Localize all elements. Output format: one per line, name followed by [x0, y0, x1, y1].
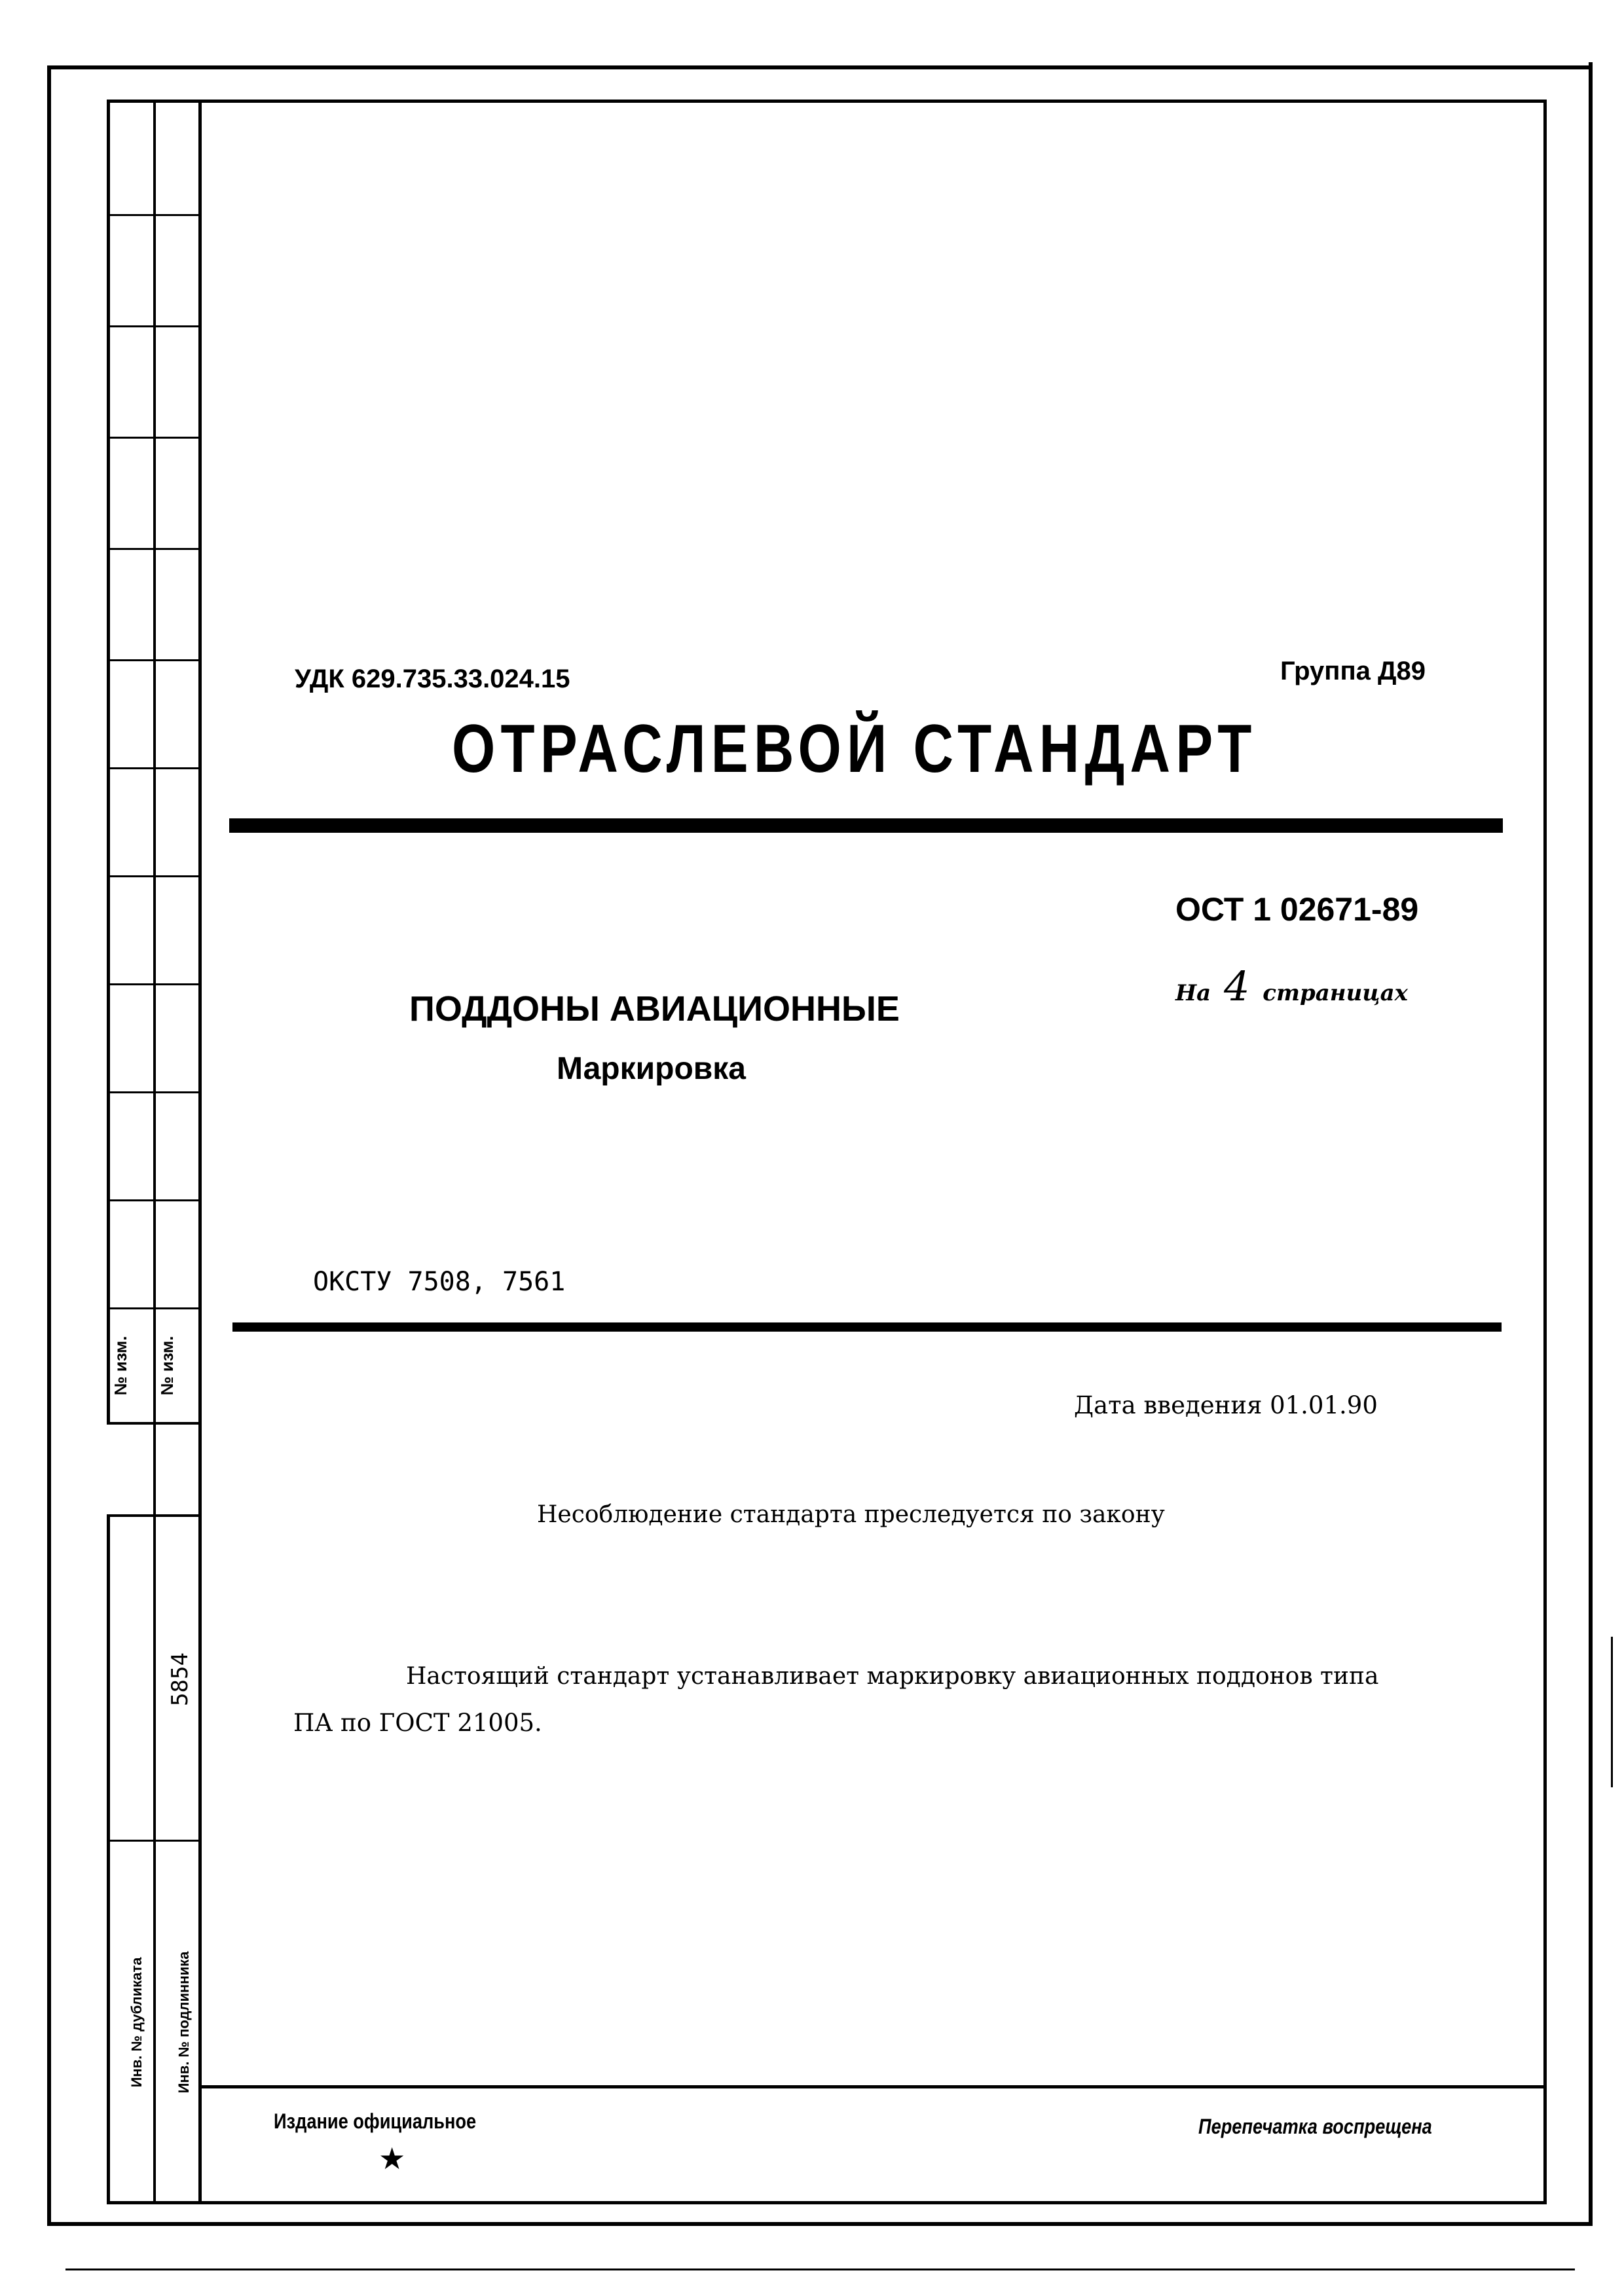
scan-artifact-bottom-line	[65, 2269, 1575, 2270]
standard-subtitle: Маркировка	[557, 1051, 746, 1086]
side-cell-line	[107, 548, 200, 550]
main-area-left-border	[198, 100, 202, 2204]
side-cell-line	[107, 983, 200, 985]
side-cell-line	[107, 875, 200, 877]
pages-count	[1175, 962, 1408, 1010]
title-rule-thick	[229, 818, 1503, 833]
inner-frame-top	[107, 100, 1546, 103]
footer-reprint-prohibited: Перепечатка воспрещена	[1198, 2115, 1432, 2138]
legal-warning: Несоблюдение стандарта преследуется по закону	[537, 1501, 1165, 1528]
oksty-rule	[232, 1322, 1502, 1332]
outer-frame-right	[1589, 62, 1593, 2226]
body-text-line-1: Настоящий стандарт устанавливает маркировку авиационных поддонов типа	[406, 1663, 1379, 1690]
side-cell-line	[107, 1091, 200, 1093]
document-title: ОТРАСЛЕВОЙ СТАНДАРТ	[452, 711, 1257, 787]
side-block-bottom	[107, 1422, 200, 1425]
star-icon: ★	[378, 2141, 406, 2176]
side-label-izm-1: № изм.	[111, 1336, 130, 1396]
side-label-izm-2: № изм.	[157, 1336, 177, 1396]
footer-official-edition: Издание официальное	[274, 2109, 477, 2133]
body-text-line-2: ПА по ГОСТ 21005.	[293, 1709, 542, 1737]
standard-code: ОСТ 1 02671-89	[1175, 891, 1419, 928]
inner-frame-left	[107, 100, 110, 1423]
introduction-date: Дата введения 01.01.90	[1074, 1391, 1378, 1419]
side-inv-number: 5854	[167, 1652, 193, 1706]
side-cell-line	[107, 325, 200, 327]
side-cell-line	[107, 214, 200, 216]
pages-number: 4	[1224, 962, 1250, 1010]
inner-frame-left-lower	[107, 1516, 110, 2204]
udk-code: УДК 629.735.33.024.15	[295, 665, 570, 693]
group-code: Группа Д89	[1280, 657, 1426, 685]
oksty-code: ОКСТУ 7508, 7561	[313, 1267, 566, 1297]
inner-frame-right	[1543, 100, 1547, 2204]
side-label-duplicate: Инв. № дубликата	[128, 1957, 145, 2088]
side-cell-line	[107, 437, 200, 439]
outer-frame-bottom	[47, 2222, 1593, 2226]
outer-frame-top	[47, 65, 1593, 69]
scan-artifact-right-line	[1611, 1637, 1613, 1787]
side-cell-line	[107, 1840, 200, 1842]
side-cell-line	[107, 1199, 200, 1201]
pages-suffix: страницах	[1263, 980, 1408, 1006]
standard-name: ПОДДОНЫ АВИАЦИОННЫЕ	[409, 989, 900, 1029]
side-column-divider	[153, 100, 156, 2204]
side-cell-line	[107, 659, 200, 661]
footer-rule	[198, 2085, 1546, 2088]
side-cell-line	[107, 1307, 200, 1309]
pages-prefix: На	[1175, 980, 1211, 1006]
side-block-top	[107, 1514, 200, 1517]
inner-frame-bottom	[107, 2201, 1547, 2204]
side-cell-line	[107, 767, 200, 769]
outer-frame-left	[47, 65, 51, 2226]
side-label-original: Инв. № подлинника	[175, 1951, 192, 2094]
